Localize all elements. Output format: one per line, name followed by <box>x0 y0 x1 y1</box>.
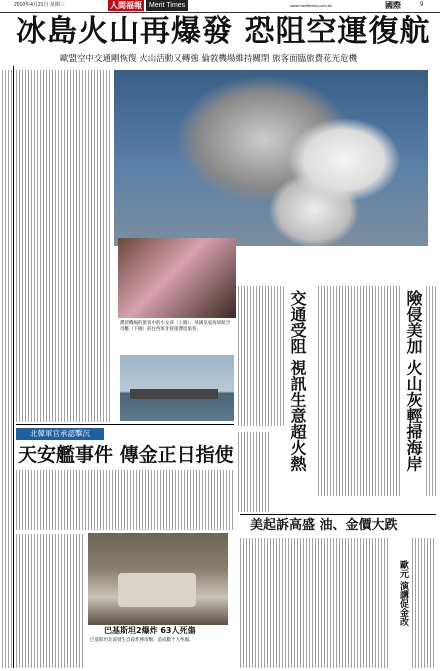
pakistan-photo-title: 巴基斯坦2爆炸 63人死傷 <box>104 626 196 635</box>
volcano-photo-caption: 冰島火山爆發的濃煙雲遮蔽空中交通，十九日拍攝自空中，數千乘客因此滯留。 <box>258 262 366 273</box>
pakistan-bombing-photo <box>88 533 228 625</box>
cheonan-article-body <box>16 470 234 530</box>
main-article-body <box>16 70 112 422</box>
goldman-article-body-2 <box>412 538 436 668</box>
cheonan-article-body-2 <box>16 534 84 668</box>
page-number: 9 <box>420 2 424 8</box>
left-text-column <box>2 70 12 668</box>
secondary-photo-caption: 滯留機場的旅客中的小女孩（上圖）；英國皇家海軍航空母艦（下圖）前往西班牙接運滯留旅客。 <box>120 321 231 332</box>
right-article-body-2 <box>426 286 436 496</box>
aircraft-carrier-photo <box>120 355 234 421</box>
pakistan-photo-caption: 巴基斯坦北部發生自殺炸彈攻擊，造成數十人死傷。 <box>90 638 194 643</box>
main-subheadline: 歐盟空中交通剛恢復 火山活動又轉強 倫敦機場維持關閉 旅客面臨旅費花光危機 <box>60 54 358 64</box>
video-article-body <box>238 432 270 512</box>
issue-date: 2010年4月21日 星期三 <box>14 2 65 8</box>
masthead-logo-en: Merit Times <box>146 0 188 11</box>
damaged-car <box>118 573 196 607</box>
right-article-body <box>318 286 400 496</box>
goldman-article-body <box>240 538 390 668</box>
cheonan-headline: 天安艦事件 傳金正日指使 <box>18 444 234 466</box>
section-divider <box>16 424 234 425</box>
stranded-passenger-photo <box>118 238 236 318</box>
column-rule <box>13 66 14 668</box>
section-label: 國際 <box>385 1 401 10</box>
goldman-headline: 美起訴高盛 油、金價大跌 <box>250 518 398 533</box>
main-headline: 冰島火山再爆發 恐阻空運復航 <box>16 14 431 49</box>
volcanic-ash-headline: 險侵美加 火山灰輕掃海岸 <box>404 290 423 472</box>
video-conference-headline: 交通受阻 視訊生意超火熱 <box>288 290 307 472</box>
euro-side-label: 歐元 演講促金改 <box>398 560 408 627</box>
lower-right-divider <box>240 514 436 515</box>
masthead-logo: 人間福報 <box>110 0 142 10</box>
website-url: www.merittimes.com.tw <box>290 3 332 8</box>
top-bar <box>0 0 440 13</box>
ship-hull <box>130 389 218 399</box>
volcano-photo <box>114 70 428 246</box>
middle-article-body <box>238 286 286 426</box>
story-tag: 北韓軍官承認擊沉 <box>16 428 104 440</box>
